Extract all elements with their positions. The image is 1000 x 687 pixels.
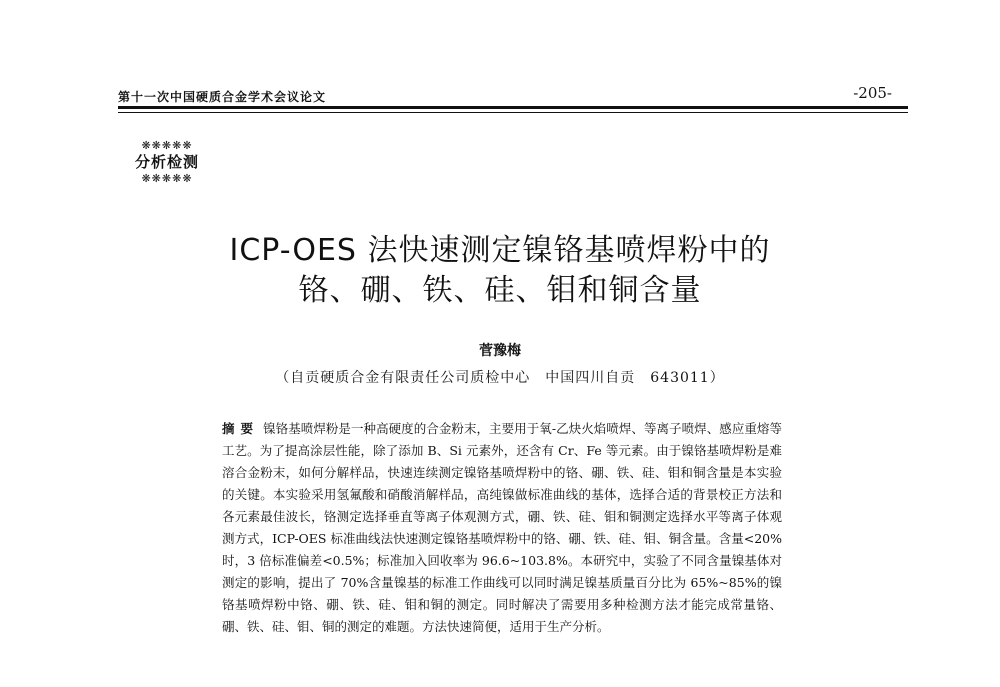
header-rule-thick [118, 106, 908, 109]
page-header [118, 84, 908, 120]
badge-stars-bottom: ❋❋❋❋❋ [141, 172, 193, 185]
title-line-1: ICP-OES 法快速测定镍铬基喷焊粉中的 [229, 233, 771, 268]
author-name: 菅豫梅 [479, 343, 521, 359]
header-rule-thin [118, 112, 908, 113]
title-line-2: 铬、硼、铁、硅、钼和铜含量 [298, 273, 702, 308]
abstract-text: 镍铬基喷焊粉是一种高硬度的合金粉末，主要用于氧-乙炔火焰喷焊、等离子喷焊、感应重熔等工艺。为了提高涂层性能，除了添加 B、Si 元素外，还含有 Cr、Fe 等元素。由于镍铬基喷焊粉是难溶合金粉末，如何分解样品，快速连续测定镍铬基喷焊粉中的铬、硼、铁、硅、钼和铜含量是本实验的关键。本实验采用氢氟酸和硝酸消解样品，高纯镍做标准曲线的基体，选择合适的背景校正方法和各元素最佳波长，铬测定选择垂直等离子体观测方式，硼、铁、硅、钼和铜测定选择水平等离子体观测方式，ICP-OES 标准曲线法快速测定镍铬基喷焊粉中的铬、硼、铁、硅、钼、铜含量。含量<20% 时，3 倍标准偏差<0.5%；标准加入回收率为 96.6~103.8%。本研究中，实验了不同含量镍基体对测定的影响，提出了 70%含量镍基的标准工作曲线可以同时满足镍基质量百分比为 65%~85%的镍铬基喷焊粉中铬、硼、铁、硅、钼和铜的测定。同时解决了需要用多种检测方法才能完成常量铬、硼、铁、硅、钼、铜的测定的难题。方法快速简便，适用于生产分析。 [222, 421, 782, 634]
abstract [222, 418, 782, 638]
section-badge [117, 140, 217, 188]
badge-stars-top: ❋❋❋❋❋ [141, 139, 193, 152]
author-affiliation: （自贡硬质合金有限责任公司质检中心 中国四川自贡 643011） [275, 370, 725, 386]
abstract-heading: 摘要 [222, 421, 260, 436]
page-number: -205- [853, 84, 892, 102]
journal-name: 第十一次中国硬质合金学术会议论文 [118, 90, 327, 104]
section-label: 分析检测 [134, 153, 199, 171]
